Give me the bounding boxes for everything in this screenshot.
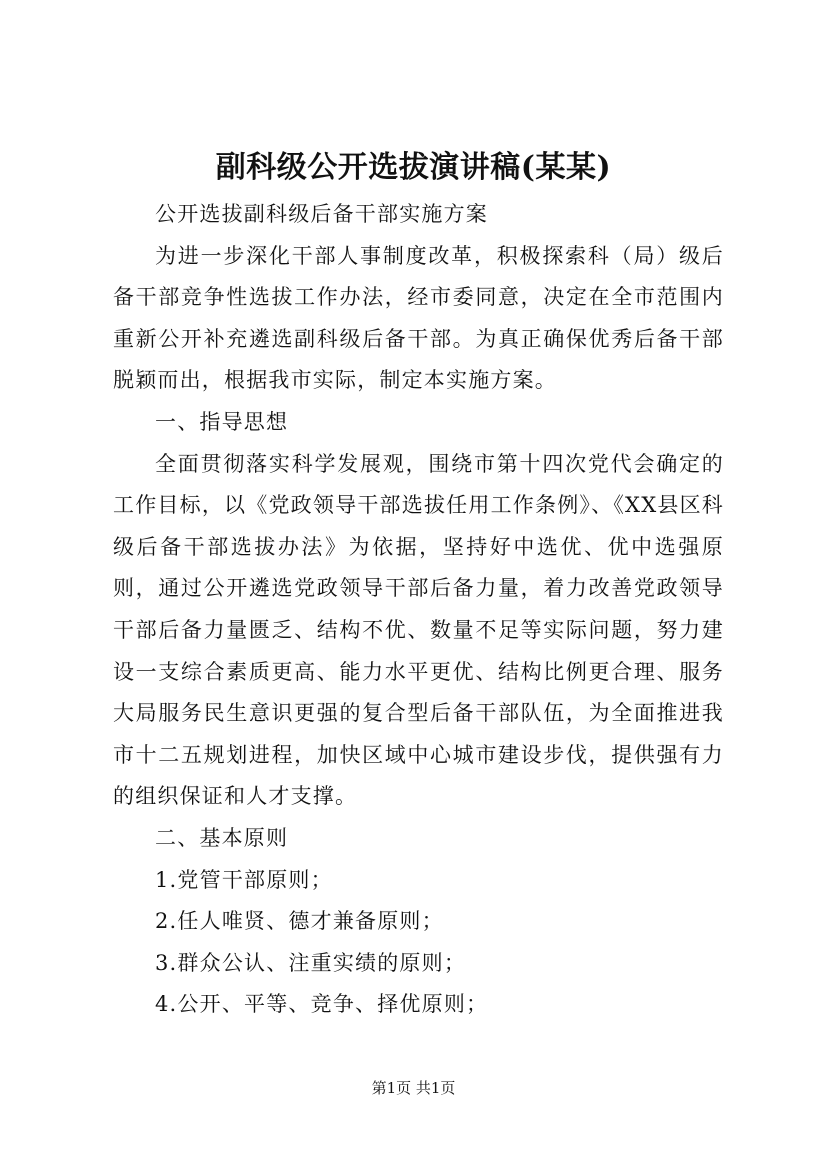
principle-item-1: 1.党管干部原则； [155,867,333,892]
principle-item-4: 4.公开、平等、竞争、择优原则； [155,992,489,1017]
paragraph-guiding-thought: 全面贯彻落实科学发展观，围绕市第十四次党代会确定的工作目标，以《党政领导干部选拔任用工作条例》、《XX县区科级后备干部选拔办法》为依据，坚持好中选优、优中选强原则，通过公开遴选党政领导干部后备力量，着力改善党政领导干部后备力量匮乏、结构不优、数量不足等实际问题，努力建设一支综合素质更高、能力水平更优、结构比例更合理、服务大局服务民生意识更强的复合型后备干部队伍，为全面推进我市十二五规划进程，加快区域中心城市建设步伐，提供强有力的组织保证和人才支撑。 [113,451,724,809]
section-heading-guiding-thought: 一、指导思想 [155,409,289,434]
paragraph-subtitle: 公开选拔副科级后备干部实施方案 [155,202,488,226]
paragraph-intro: 为进一步深化干部人事制度改革，积极探索科（局）级后备干部竞争性选拔工作办法，经市委同意，决定在全市范围内重新公开补充遴选副科级后备干部。为真正确保优秀后备干部脱颖而出，根据我市实际，制定本实施方案。 [113,243,724,393]
principle-item-2: 2.任人唯贤、德才兼备原则； [155,909,444,934]
section-heading-basic-principles: 二、基本原则 [155,825,289,850]
document-title: 副科级公开选拔演讲稿(某某) [215,150,612,185]
document-body [113,194,724,1026]
page-footer: 第1页 共1页 [371,1079,456,1097]
principle-item-3: 3.群众公认、注重实绩的原则； [155,950,467,975]
